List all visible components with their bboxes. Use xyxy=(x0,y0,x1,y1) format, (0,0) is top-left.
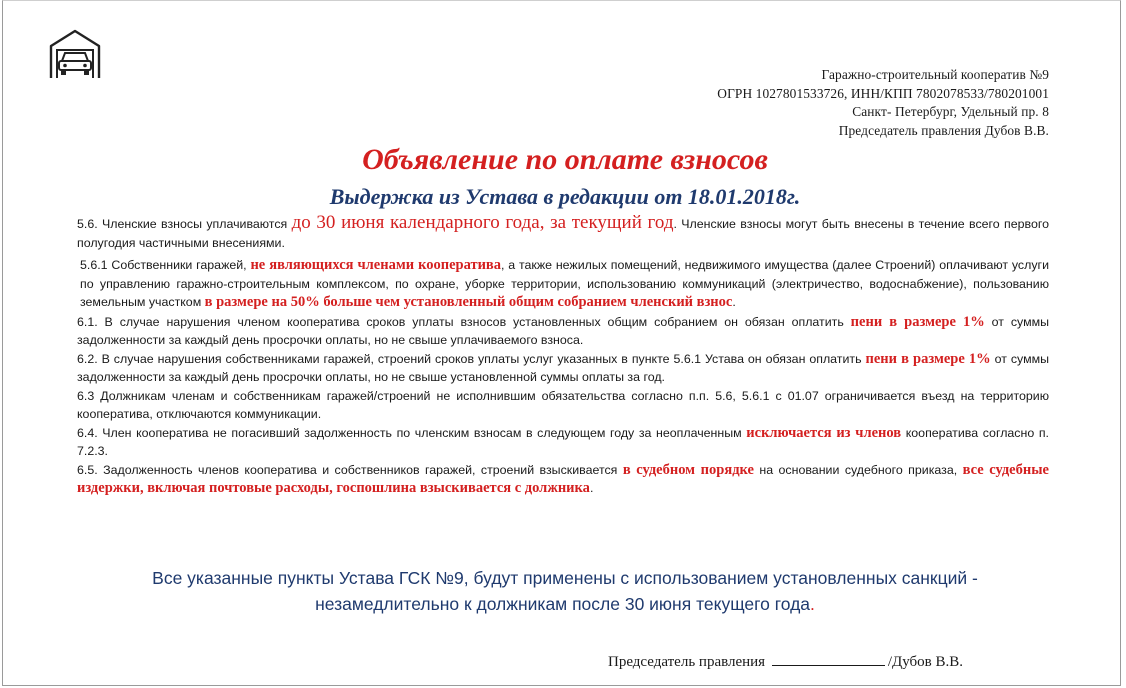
signature-line xyxy=(772,650,885,666)
org-name: Гаражно-строительный кооператив №9 xyxy=(821,67,1049,82)
closing-statement xyxy=(60,565,1070,617)
org-chairman: Председатель правления Дубов В.В. xyxy=(838,122,1049,138)
highlight-non-members: не являющихся членами кооператива xyxy=(250,257,502,273)
clause-6-1: 6.1. В случае нарушения членом кооператива сроков уплаты взносов установленных общим собранием он обязан оплатить пени в размере 1% от суммы задолженности за каждый день просрочки оплаты, но не свыше уплачиваемого взноса. xyxy=(77,313,1050,347)
highlight-penalty: пени в размере 1% xyxy=(865,350,991,367)
org-address: Санкт- Петербург, Удельный пр. 8 xyxy=(852,104,1049,120)
signature-block xyxy=(608,650,963,673)
highlight-deadline: до 30 июня календарного года, за текущий год xyxy=(291,212,674,233)
highlight-court: в судебном порядке xyxy=(622,461,754,478)
closing-line-1: Все указанные пункты Устава ГСК №9, будут применены с использованием установленных санкций - xyxy=(152,568,978,588)
highlight-fee-increase: в размере на 50% больше чем установленный общим собранием членский взнос xyxy=(204,294,733,310)
clause-5-6-1: 5.6.1 Собственники гаражей, не являющихся членами кооператива, а также нежилых помещений, недвижимого имущества (далее Строений) оплачивают услуги по управлению гаражно-строительным комплексом, по охране, уборке территории, использованию коммуникаций (электричество, водоснабжение), пользованию земельным участком в размере на 50% больше чем установленный общим собранием членский взнос. xyxy=(80,257,1049,310)
org-registration: ОГРН 1027801533726, ИНН/КПП 7802078533/780201001 xyxy=(717,85,1049,101)
clause-5-6: 5.6. Членские взносы уплачиваются до 30 июня календарного года, за текущий год. Членские взносы могут быть внесены в течение всего первого полугодия частичными внесениями. xyxy=(77,212,1049,250)
page-title: Объявление по оплате взносов xyxy=(362,143,768,176)
highlight-court-costs: все судебные издержки, включая почтовые расходы, госпошлина взыскивается с должника xyxy=(77,461,1049,496)
clause-6-2: 6.2. В случае нарушения собственниками гаражей, строений сроков уплаты услуг указанных в пункте 5.6.1 Устава он обязан оплатить пени в размере 1% от суммы задолженности за каждый день просрочки оплаты, но не свыше установленной суммы оплаты за год. xyxy=(77,350,1050,384)
signature-name: /Дубов В.В. xyxy=(887,654,964,670)
clause-6-3: 6.3 Должникам членам и собственникам гаражей/строений не исполнившим обязательства согласно п.п. 5.6, 5.6.1 с 01.07 ограничивается въезд на территорию кооператива, отключаются коммуникации. xyxy=(77,388,1049,421)
signature-label: Председатель правления xyxy=(608,654,766,670)
clause-6-5: 6.5. Задолженность членов кооператива и собственников гаражей, строений взыскивается в судебном порядке на основании судебного приказа, все судебные издержки, включая почтовые расходы, госпошлина взыскивается с должника. xyxy=(77,461,1049,496)
charter-excerpt xyxy=(77,214,1049,498)
closing-line-2: незамедлительно к должникам после 30 июня текущего года. xyxy=(315,594,815,614)
page-subtitle: Выдержка из Устава в редакции от 18.01.2018г. xyxy=(329,184,801,209)
highlight-exclusion: исключается из членов xyxy=(746,424,902,441)
highlight-penalty: пени в размере 1% xyxy=(850,313,985,330)
organization-header xyxy=(717,66,1049,140)
garage-car-icon xyxy=(48,28,102,80)
clause-6-4: 6.4. Член кооператива не погасивший задолженность по членским взносам в следующем году за неоплаченным исключается из членов кооператива согласно п. 7.2.3. xyxy=(77,424,1049,458)
